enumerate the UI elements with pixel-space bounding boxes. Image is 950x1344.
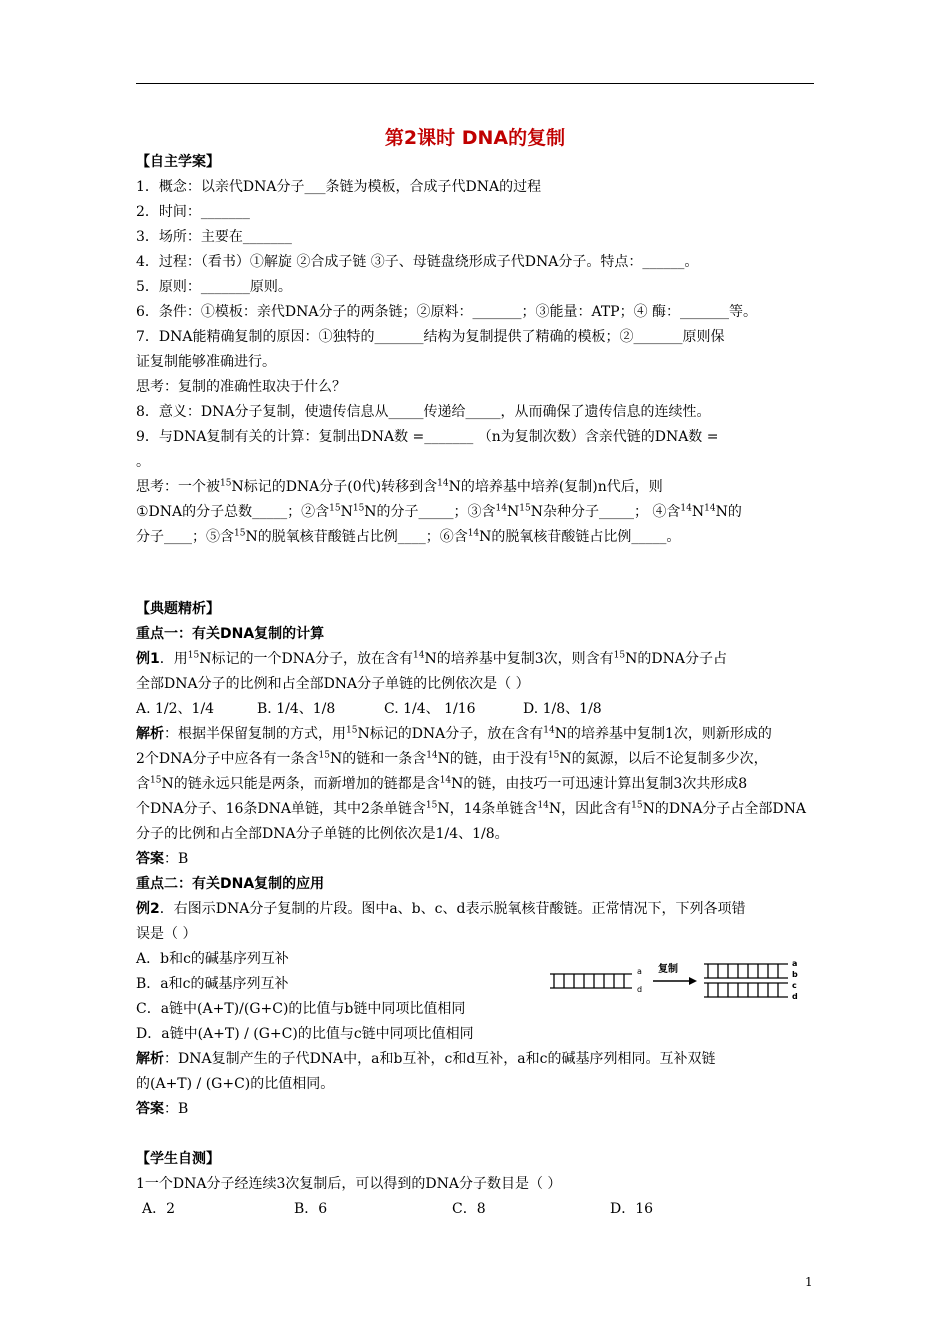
text: N，因此含有 <box>548 801 632 817</box>
text: N，14条单链含 <box>437 801 538 817</box>
example-1-line-2: 全部DNA分子的比例和占全部DNA分子单链的比例依次是（ ） <box>136 676 530 692</box>
text: ：根据半保留复制的方式，用 <box>164 726 346 742</box>
question-1-options <box>142 1198 653 1220</box>
analysis-2-line-2: 的(A+T) / (G+C)的比值相同。 <box>136 1076 335 1092</box>
text: N的链永远只能是两条，而新增加的链都是含 <box>161 776 440 792</box>
text: 个DNA分子、16条DNA单链，其中2条单链含 <box>136 801 426 817</box>
isotope-sup: 15 <box>352 503 365 514</box>
dna-replication-figure <box>548 958 808 1004</box>
item-5: 5．原则：_______原则。 <box>136 279 292 295</box>
isotope-sup: 14 <box>680 503 692 514</box>
header-rule <box>136 83 814 84</box>
strand-label-b: b <box>792 970 798 979</box>
isotope-sup: 15 <box>187 650 200 661</box>
analysis-1-line-5: 分子的比例和占全部DNA分子单链的比例依次是1/4、1/8。 <box>136 826 509 842</box>
isotope-sup: 14 <box>537 800 549 811</box>
text: ．右图示DNA分子复制的片段。图中a、b、c、d表示脱氧核苷酸链。正常情况下，下列各项错 <box>159 901 746 917</box>
item-9-line-1: 9．与DNA复制有关的计算：复制出DNA数 =_______ （n为复制次数）含亲代链的DNA数 = <box>136 429 719 445</box>
text: N的培养基中培养(复制)n代后，则 <box>448 479 663 495</box>
question-1: 1一个DNA分子经连续3次复制后，可以得到的DNA分子数目是（ ） <box>136 1176 562 1192</box>
answer-1 <box>136 848 188 870</box>
analysis-1-line-4 <box>136 798 806 820</box>
option-d: D. 1/8、1/8 <box>523 701 602 717</box>
section-heading-self-test: 【学生自测】 <box>136 1151 220 1167</box>
text: N的培养基中复制3次，则含有 <box>424 651 614 667</box>
key-point-2: 重点二：有关DNA复制的应用 <box>136 876 325 892</box>
isotope-sup: 15 <box>318 750 330 761</box>
isotope-sup: 15 <box>346 725 358 736</box>
text: 分子____；⑤含 <box>136 529 234 545</box>
answer-value: ：B <box>164 851 189 867</box>
example-1-line-1 <box>136 648 727 670</box>
item-7-line-2: 证复制能够准确进行。 <box>136 354 276 370</box>
item-8: 8．意义：DNA分子复制，使遗传信息从_____传递给_____，从而确保了遗传信息的连续性。 <box>136 404 711 420</box>
item-4: 4．过程：（看书）①解旋 ②合成子链 ③子、母链盘绕形成子代DNA分子。特点：______。 <box>136 254 699 270</box>
text: N的分子_____；③含 <box>364 504 496 520</box>
think-1: 思考：复制的准确性取决于什么？ <box>136 379 346 395</box>
think-2-line-3 <box>136 526 680 548</box>
isotope-sup: 15 <box>329 503 341 514</box>
text: ：DNA复制产生的子代DNA中，a和b互补，c和d互补，a和c的碱基序列相同。互补双链 <box>164 1051 716 1067</box>
isotope-sup: 14 <box>439 775 452 786</box>
option-b: B．6 <box>294 1201 328 1217</box>
text: N标记的DNA分子(0代)转移到含 <box>231 479 438 495</box>
section-heading-examples: 【典题精析】 <box>136 601 220 617</box>
strand-label-a-parent: a <box>637 967 642 976</box>
answer-label: 答案 <box>136 1101 164 1117</box>
analysis-1-line-3 <box>136 773 747 795</box>
text: N的 <box>715 504 742 520</box>
isotope-sup: 14 <box>467 528 480 539</box>
text: N的链，由技巧一可迅速计算出复制3次共形成8 <box>451 776 748 792</box>
answer-value: ：B <box>164 1101 189 1117</box>
arrow-label: 复制 <box>658 964 678 975</box>
item-9-line-2: 。 <box>136 454 150 470</box>
example-label: 例2 <box>136 901 160 917</box>
parent-dna <box>550 974 632 988</box>
example-label: 例1 <box>136 651 160 667</box>
text: N的DNA分子占 <box>625 651 727 667</box>
example-2-option-b: B．a和c的碱基序列互补 <box>136 976 289 992</box>
page-number: 1 <box>805 1275 813 1289</box>
text: 含 <box>136 776 150 792</box>
text: N的脱氧核苷酸链占比例_____。 <box>479 529 681 545</box>
example-2-line-2: 误是（ ） <box>136 926 197 942</box>
isotope-sup: 14 <box>413 650 425 661</box>
text: N的脱氧核苷酸链占比例____；⑥含 <box>245 529 468 545</box>
text: N的培养基中复制1次，则新形成的 <box>554 726 772 742</box>
text: ．用 <box>159 651 188 667</box>
option-c: C．8 <box>452 1201 486 1217</box>
isotope-sup: 14 <box>704 503 716 514</box>
text: 2个DNA分子中应各有一条含 <box>136 751 319 767</box>
answer-label: 答案 <box>136 851 164 867</box>
analysis-1-line-1 <box>136 723 772 745</box>
option-b: B. 1/4、1/8 <box>257 701 336 717</box>
text: N的链，由于没有 <box>437 751 548 767</box>
isotope-sup: 15 <box>425 800 438 811</box>
answer-2 <box>136 1098 188 1120</box>
text: N标记的DNA分子，放在含有 <box>357 726 544 742</box>
isotope-sup: 14 <box>495 503 507 514</box>
isotope-sup: 14 <box>543 725 555 736</box>
isotope-sup: 15 <box>220 478 232 489</box>
option-d: D．16 <box>610 1201 654 1217</box>
isotope-sup: 15 <box>613 650 626 661</box>
text: N标记的一个DNA分子，放在含有 <box>199 651 414 667</box>
example-2-option-a: A．b和c的碱基序列互补 <box>136 951 289 967</box>
isotope-sup: 14 <box>437 478 449 489</box>
item-6: 6．条件：①模板：亲代DNA分子的两条链；②原料：_______；③能量：ATP；④ 酶：_______等。 <box>136 304 758 320</box>
text: N杂种分子_____； ④含 <box>530 504 681 520</box>
think-2-line-2: ①DNA的分子总数_____；②含$^{15}N^{15}N$的分子_____；③含$^{14}N^{15}N$杂种分子_____； ④含$^{14}N^{14}N$的 <box>136 503 742 520</box>
strand-label-a: a <box>792 959 798 968</box>
key-point-1: 重点一：有关DNA复制的计算 <box>136 626 325 642</box>
arrow-head-icon <box>689 977 697 985</box>
option-a: A. 1/2、1/4 <box>136 701 215 717</box>
analysis-label: 解析 <box>136 726 164 742</box>
isotope-sup: 15 <box>234 528 246 539</box>
page-title: 第2课时 DNA的复制 <box>384 127 566 149</box>
item-2: 2．时间：_______ <box>136 204 250 220</box>
text: ①DNA的分子总数_____；②含 <box>136 504 330 520</box>
strand-label-c: c <box>792 981 797 990</box>
isotope-sup: 14 <box>426 750 438 761</box>
analysis-1-line-2 <box>136 748 768 770</box>
strand-label-d-parent: d <box>637 985 643 994</box>
daughter-dna-2 <box>704 983 788 997</box>
option-a: A．2 <box>142 1201 176 1217</box>
text: N的DNA分子占全部DNA <box>642 801 807 817</box>
text: N的氮源，以后不论复制多少次， <box>559 751 768 767</box>
item-3: 3．场所：主要在_______ <box>136 229 292 245</box>
example-2-option-d: D．a链中(A+T) / (G+C)的比值与c链中同项比值相同 <box>136 1026 474 1042</box>
isotope-sup: 15 <box>519 503 531 514</box>
option-c: C. 1/4、 1/16 <box>384 701 476 717</box>
daughter-dna-1 <box>704 964 788 978</box>
think-2-line-1 <box>136 476 663 498</box>
text: N的链和一条含 <box>329 751 427 767</box>
analysis-2-line-1 <box>136 1048 715 1070</box>
example-2-option-c: C．a链中(A+T)/(G+C)的比值与b链中同项比值相同 <box>136 1001 466 1017</box>
item-1: 1．概念：以亲代DNA分子___条链为模板，合成子代DNA的过程 <box>136 179 542 195</box>
example-2-line-1 <box>136 898 745 920</box>
analysis-label: 解析 <box>136 1051 164 1067</box>
item-7-line-1: 7．DNA能精确复制的原因：①独特的_______结构为复制提供了精确的模板；②_______原则保 <box>136 329 725 345</box>
section-heading-self-study: 【自主学案】 <box>136 154 220 170</box>
example-1-options <box>136 698 602 720</box>
text: 思考：一个被 <box>136 479 220 495</box>
isotope-sup: 15 <box>547 750 560 761</box>
isotope-sup: 15 <box>150 775 162 786</box>
strand-label-d: d <box>792 992 798 1001</box>
isotope-sup: 15 <box>631 800 643 811</box>
